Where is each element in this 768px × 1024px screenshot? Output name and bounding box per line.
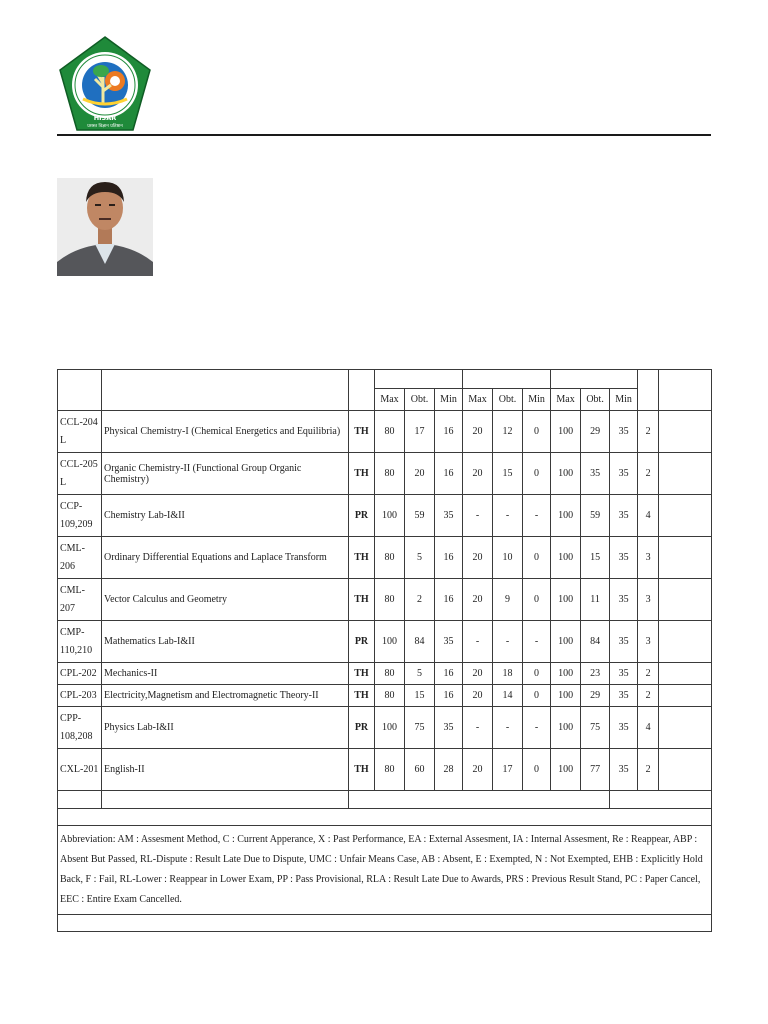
int-min: 0 xyxy=(523,453,551,495)
header-total-group xyxy=(551,370,638,389)
ext-max: 100 xyxy=(375,707,405,749)
credits: 2 xyxy=(638,685,659,707)
tot-obt: 84 xyxy=(581,621,610,663)
tot-min: 35 xyxy=(610,579,638,621)
result-cell xyxy=(659,621,712,663)
totals-row xyxy=(58,791,712,809)
subject-row xyxy=(58,411,712,453)
result-cell xyxy=(659,579,712,621)
ext-max: 80 xyxy=(375,685,405,707)
assessment-method: TH xyxy=(349,579,375,621)
col-int-obt: Obt. xyxy=(493,389,523,411)
subject-name: English-II xyxy=(102,749,349,791)
subject-name: Organic Chemistry-II (Functional Group Organic Chemistry) xyxy=(102,453,349,495)
tot-max: 100 xyxy=(551,685,581,707)
ext-min: 16 xyxy=(435,663,463,685)
subject-name: Mechanics-II xyxy=(102,663,349,685)
int-max: - xyxy=(463,707,493,749)
subject-name: Physics Lab-I&II xyxy=(102,707,349,749)
ext-min: 35 xyxy=(435,495,463,537)
ext-min: 16 xyxy=(435,453,463,495)
header-external-group xyxy=(375,370,463,389)
int-max: 20 xyxy=(463,579,493,621)
subject-code: CCL-204 L xyxy=(58,411,102,453)
tot-max: 100 xyxy=(551,537,581,579)
int-max: 20 xyxy=(463,685,493,707)
int-obt: 9 xyxy=(493,579,523,621)
subject-row xyxy=(58,579,712,621)
int-min: 0 xyxy=(523,749,551,791)
tot-min: 35 xyxy=(610,453,638,495)
credits: 2 xyxy=(638,453,659,495)
subject-code: CPL-202 xyxy=(58,663,102,685)
tot-obt: 75 xyxy=(581,707,610,749)
subject-row xyxy=(58,537,712,579)
ext-max: 80 xyxy=(375,579,405,621)
subject-row xyxy=(58,707,712,749)
int-obt: - xyxy=(493,707,523,749)
tot-obt: 29 xyxy=(581,411,610,453)
totals-marks-cell xyxy=(349,791,610,809)
col-tot-min: Min xyxy=(610,389,638,411)
subject-row xyxy=(58,663,712,685)
int-max: 20 xyxy=(463,453,493,495)
int-obt: - xyxy=(493,621,523,663)
ext-obt: 5 xyxy=(405,663,435,685)
ext-obt: 15 xyxy=(405,685,435,707)
tot-min: 35 xyxy=(610,749,638,791)
tot-min: 35 xyxy=(610,685,638,707)
assessment-method: TH xyxy=(349,453,375,495)
credits: 2 xyxy=(638,411,659,453)
ext-obt: 60 xyxy=(405,749,435,791)
abbreviations-text: Abbreviation: AM : Assesment Method, C : Current Apperance, X : Past Performance, EA : External Assesment, IA : Internal Assesment, Re : Reappear, ABP : Absent But Passed, RL-Dispute : Result Late Due to Dispute, UMC : Unfair Means Case, AB : Absent, E : Exempted, N : Not Exempted, EHB : Explicitly Hold Back, F : Fail, RL-Lower : Reappear in Lower Exam, PP : Pass Provisional, RLA : Result Late Due to Awards, PRS : Previous Result Stand, PC : Paper Cancel, EEC : Entire Exam Cancelled. xyxy=(58,826,712,915)
student-photo xyxy=(57,178,153,276)
col-tot-max: Max xyxy=(551,389,581,411)
int-min: 0 xyxy=(523,411,551,453)
tot-max: 100 xyxy=(551,749,581,791)
totals-label-cell xyxy=(102,791,349,809)
subject-code: CMP-110,210 xyxy=(58,621,102,663)
header-subject-cell xyxy=(102,370,349,411)
logo-city: HISAR xyxy=(93,114,117,122)
subject-code: CML-206 xyxy=(58,537,102,579)
footer-row xyxy=(58,915,712,932)
subject-row xyxy=(58,621,712,663)
ext-max: 80 xyxy=(375,663,405,685)
totals-credits-cell xyxy=(610,791,712,809)
ext-max: 80 xyxy=(375,537,405,579)
abbreviations-row xyxy=(58,826,712,915)
university-logo xyxy=(57,35,153,133)
result-cell xyxy=(659,495,712,537)
int-max: 20 xyxy=(463,663,493,685)
int-max: - xyxy=(463,495,493,537)
int-obt: 15 xyxy=(493,453,523,495)
credits: 2 xyxy=(638,749,659,791)
subject-name: Mathematics Lab-I&II xyxy=(102,621,349,663)
ext-obt: 59 xyxy=(405,495,435,537)
col-ext-min: Min xyxy=(435,389,463,411)
tot-obt: 29 xyxy=(581,685,610,707)
tot-obt: 59 xyxy=(581,495,610,537)
tot-min: 35 xyxy=(610,411,638,453)
credits: 3 xyxy=(638,621,659,663)
credits: 3 xyxy=(638,537,659,579)
ext-min: 35 xyxy=(435,707,463,749)
ext-min: 16 xyxy=(435,579,463,621)
int-min: 0 xyxy=(523,537,551,579)
subject-name: Vector Calculus and Geometry xyxy=(102,579,349,621)
int-obt: 17 xyxy=(493,749,523,791)
header-credits-cell xyxy=(638,370,659,411)
tot-obt: 77 xyxy=(581,749,610,791)
tot-obt: 23 xyxy=(581,663,610,685)
footer-cell xyxy=(58,915,712,932)
tot-obt: 35 xyxy=(581,453,610,495)
subject-row xyxy=(58,749,712,791)
ext-min: 35 xyxy=(435,621,463,663)
int-min: 0 xyxy=(523,663,551,685)
result-cell xyxy=(659,411,712,453)
int-min: 0 xyxy=(523,685,551,707)
table-header-row xyxy=(58,370,712,389)
tot-max: 100 xyxy=(551,621,581,663)
subject-code: CCP-109,209 xyxy=(58,495,102,537)
ext-obt: 17 xyxy=(405,411,435,453)
subject-code: CML-207 xyxy=(58,579,102,621)
assessment-method: TH xyxy=(349,537,375,579)
header-result-cell xyxy=(659,370,712,411)
tot-min: 35 xyxy=(610,495,638,537)
ext-min: 28 xyxy=(435,749,463,791)
ext-max: 80 xyxy=(375,453,405,495)
subject-row xyxy=(58,453,712,495)
tot-max: 100 xyxy=(551,707,581,749)
credits: 2 xyxy=(638,663,659,685)
result-cell xyxy=(659,707,712,749)
tot-max: 100 xyxy=(551,579,581,621)
header-code-cell xyxy=(58,370,102,411)
result-row xyxy=(58,809,712,826)
tot-max: 100 xyxy=(551,411,581,453)
header-rule xyxy=(57,134,711,136)
int-max: 20 xyxy=(463,749,493,791)
col-int-min: Min xyxy=(523,389,551,411)
result-cell xyxy=(659,663,712,685)
credits: 3 xyxy=(638,579,659,621)
tot-obt: 15 xyxy=(581,537,610,579)
subject-name: Chemistry Lab-I&II xyxy=(102,495,349,537)
tot-max: 100 xyxy=(551,495,581,537)
int-min: - xyxy=(523,707,551,749)
credits: 4 xyxy=(638,707,659,749)
ext-max: 80 xyxy=(375,749,405,791)
ext-obt: 75 xyxy=(405,707,435,749)
int-max: 20 xyxy=(463,537,493,579)
ext-min: 16 xyxy=(435,537,463,579)
int-min: - xyxy=(523,621,551,663)
tot-max: 100 xyxy=(551,663,581,685)
int-obt: - xyxy=(493,495,523,537)
col-ext-max: Max xyxy=(375,389,405,411)
assessment-method: TH xyxy=(349,749,375,791)
subject-name: Ordinary Differential Equations and Laplace Transform xyxy=(102,537,349,579)
ext-max: 100 xyxy=(375,621,405,663)
int-obt: 12 xyxy=(493,411,523,453)
tot-min: 35 xyxy=(610,663,638,685)
int-min: 0 xyxy=(523,579,551,621)
result-cell xyxy=(659,537,712,579)
marks-table xyxy=(57,369,712,932)
ext-obt: 2 xyxy=(405,579,435,621)
ext-max: 100 xyxy=(375,495,405,537)
assessment-method: PR xyxy=(349,495,375,537)
int-obt: 14 xyxy=(493,685,523,707)
tot-min: 35 xyxy=(610,707,638,749)
col-tot-obt: Obt. xyxy=(581,389,610,411)
assessment-method: TH xyxy=(349,411,375,453)
totals-code-cell xyxy=(58,791,102,809)
int-max: - xyxy=(463,621,493,663)
int-max: 20 xyxy=(463,411,493,453)
int-obt: 10 xyxy=(493,537,523,579)
assessment-method: PR xyxy=(349,707,375,749)
tot-max: 100 xyxy=(551,453,581,495)
ext-max: 80 xyxy=(375,411,405,453)
tot-min: 35 xyxy=(610,621,638,663)
credits: 4 xyxy=(638,495,659,537)
ext-obt: 84 xyxy=(405,621,435,663)
header-am-cell xyxy=(349,370,375,411)
logo-motto: प्रशस्त विज्ञान प्रतिष्ठान xyxy=(87,124,123,129)
assessment-method: TH xyxy=(349,685,375,707)
tot-obt: 11 xyxy=(581,579,610,621)
int-min: - xyxy=(523,495,551,537)
tot-min: 35 xyxy=(610,537,638,579)
subject-code: CPP-108,208 xyxy=(58,707,102,749)
subject-row xyxy=(58,495,712,537)
ext-min: 16 xyxy=(435,685,463,707)
subject-code: CCL-205 L xyxy=(58,453,102,495)
ext-obt: 5 xyxy=(405,537,435,579)
result-cell xyxy=(659,749,712,791)
ext-min: 16 xyxy=(435,411,463,453)
header-internal-group xyxy=(463,370,551,389)
col-int-max: Max xyxy=(463,389,493,411)
assessment-method: TH xyxy=(349,663,375,685)
result-summary-cell xyxy=(58,809,712,826)
result-cell xyxy=(659,685,712,707)
assessment-method: PR xyxy=(349,621,375,663)
subject-row xyxy=(58,685,712,707)
col-ext-obt: Obt. xyxy=(405,389,435,411)
int-obt: 18 xyxy=(493,663,523,685)
result-cell xyxy=(659,453,712,495)
subject-code: CPL-203 xyxy=(58,685,102,707)
subject-name: Physical Chemistry-I (Chemical Energetics and Equilibria) xyxy=(102,411,349,453)
subject-name: Electricity,Magnetism and Electromagnetic Theory-II xyxy=(102,685,349,707)
subject-code: CXL-201 xyxy=(58,749,102,791)
ext-obt: 20 xyxy=(405,453,435,495)
